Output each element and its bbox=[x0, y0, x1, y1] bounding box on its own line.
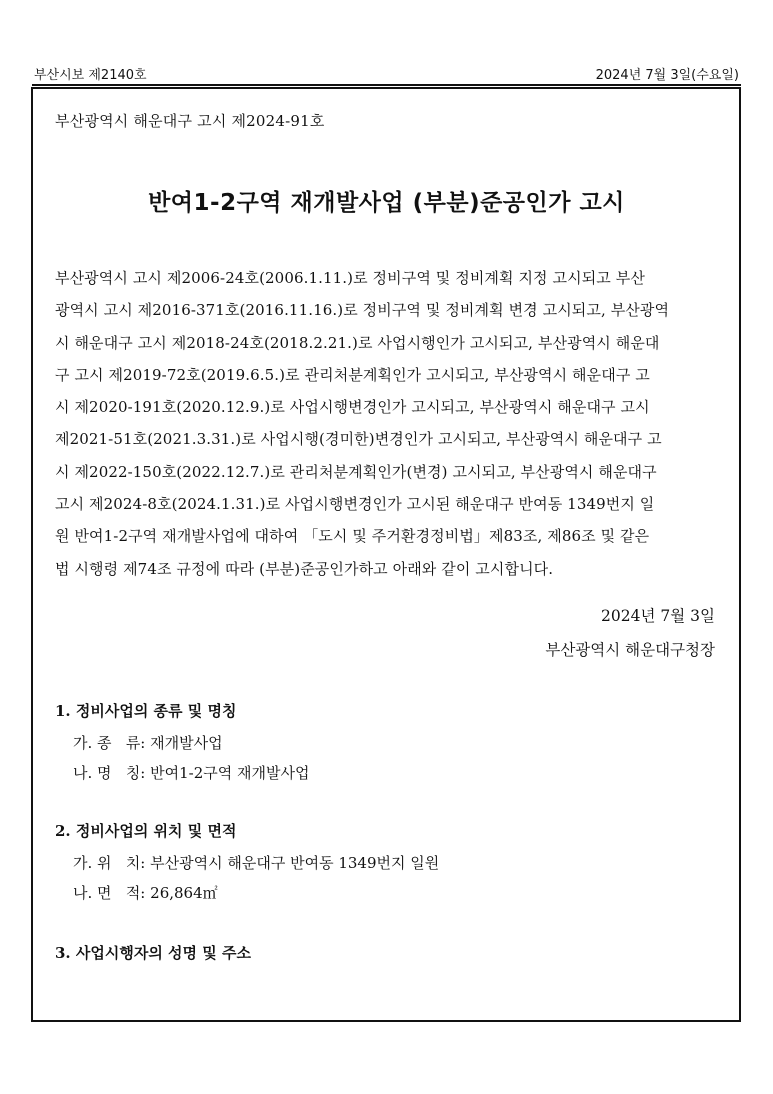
gazette-issue-number: 부산시보 제2140호 bbox=[34, 68, 147, 83]
body-line: 제2021-51호(2021.3.31.)로 사업시행(경미한)변경인가 고시되고, 부산광역시 해운대구 고 bbox=[55, 430, 662, 449]
body-line: 시 제2020-191호(2020.12.9.)로 사업시행변경인가 고시되고, 부산광역시 해운대구 고시 bbox=[55, 398, 650, 417]
body-line: 법 시행령 제74조 규정에 따라 (부분)준공인가하고 아래와 같이 고시합니다. bbox=[55, 559, 554, 578]
item-value: 반여1-2구역 재개발사업 bbox=[150, 764, 310, 782]
body-line: 구 고시 제2019-72호(2019.6.5.)로 관리처분계획인가 고시되고, 부산광역시 해운대구 고 bbox=[55, 365, 650, 384]
sign-date: 2024년 7월 3일 bbox=[601, 607, 715, 625]
document-title: 반여1-2구역 재개발사업 (부분)준공인가 고시 bbox=[148, 190, 625, 216]
section-item bbox=[73, 852, 439, 873]
section-heading: 1. 정비사업의 종류 및 명칭 bbox=[55, 702, 237, 720]
running-header bbox=[32, 64, 741, 86]
section-item bbox=[73, 732, 223, 753]
item-value: 부산광역시 해운대구 반여동 1349번지 일원 bbox=[150, 854, 440, 872]
body-line: 원 반여1-2구역 재개발사업에 대하여 「도시 및 주거환경정비법」제83조, 제86조 및 같은 bbox=[55, 527, 650, 546]
body-line: 시 제2022-150호(2022.12.7.)로 관리처분계획인가(변경) 고시되고, 부산광역시 해운대구 bbox=[55, 462, 657, 481]
notice-body bbox=[55, 262, 715, 585]
gazette-publish-date: 2024년 7월 3일(수요일) bbox=[595, 68, 739, 83]
section-heading: 2. 정비사업의 위치 및 면적 bbox=[55, 822, 237, 840]
notice-number: 부산광역시 해운대구 고시 제2024-91호 bbox=[55, 112, 325, 130]
item-value: 재개발사업 bbox=[150, 734, 223, 752]
section-item bbox=[73, 882, 218, 903]
item-label: 나. 명 칭: bbox=[73, 764, 146, 782]
item-label: 나. 면 적: bbox=[73, 884, 146, 902]
section-heading: 3. 사업시행자의 성명 및 주소 bbox=[55, 944, 251, 962]
section-item bbox=[73, 762, 310, 783]
header-rule bbox=[32, 84, 741, 86]
body-line: 부산광역시 고시 제2006-24호(2006.1.11.)로 정비구역 및 정비계획 지정 고시되고 부산 bbox=[55, 269, 645, 287]
item-label: 가. 위 치: bbox=[73, 854, 146, 872]
item-label: 가. 종 류: bbox=[73, 734, 146, 752]
body-line: 시 해운대구 고시 제2018-24호(2018.2.21.)로 사업시행인가 고시되고, 부산광역시 해운대 bbox=[55, 333, 660, 352]
body-line: 광역시 고시 제2016-371호(2016.11.16.)로 정비구역 및 정비계획 변경 고시되고, 부산광역 bbox=[55, 301, 670, 320]
signatory: 부산광역시 해운대구청장 bbox=[545, 641, 715, 659]
item-value: 26,864㎡ bbox=[150, 884, 218, 902]
body-line: 고시 제2024-8호(2024.1.31.)로 사업시행변경인가 고시된 해운대구 반여동 1349번지 일 bbox=[55, 495, 655, 514]
